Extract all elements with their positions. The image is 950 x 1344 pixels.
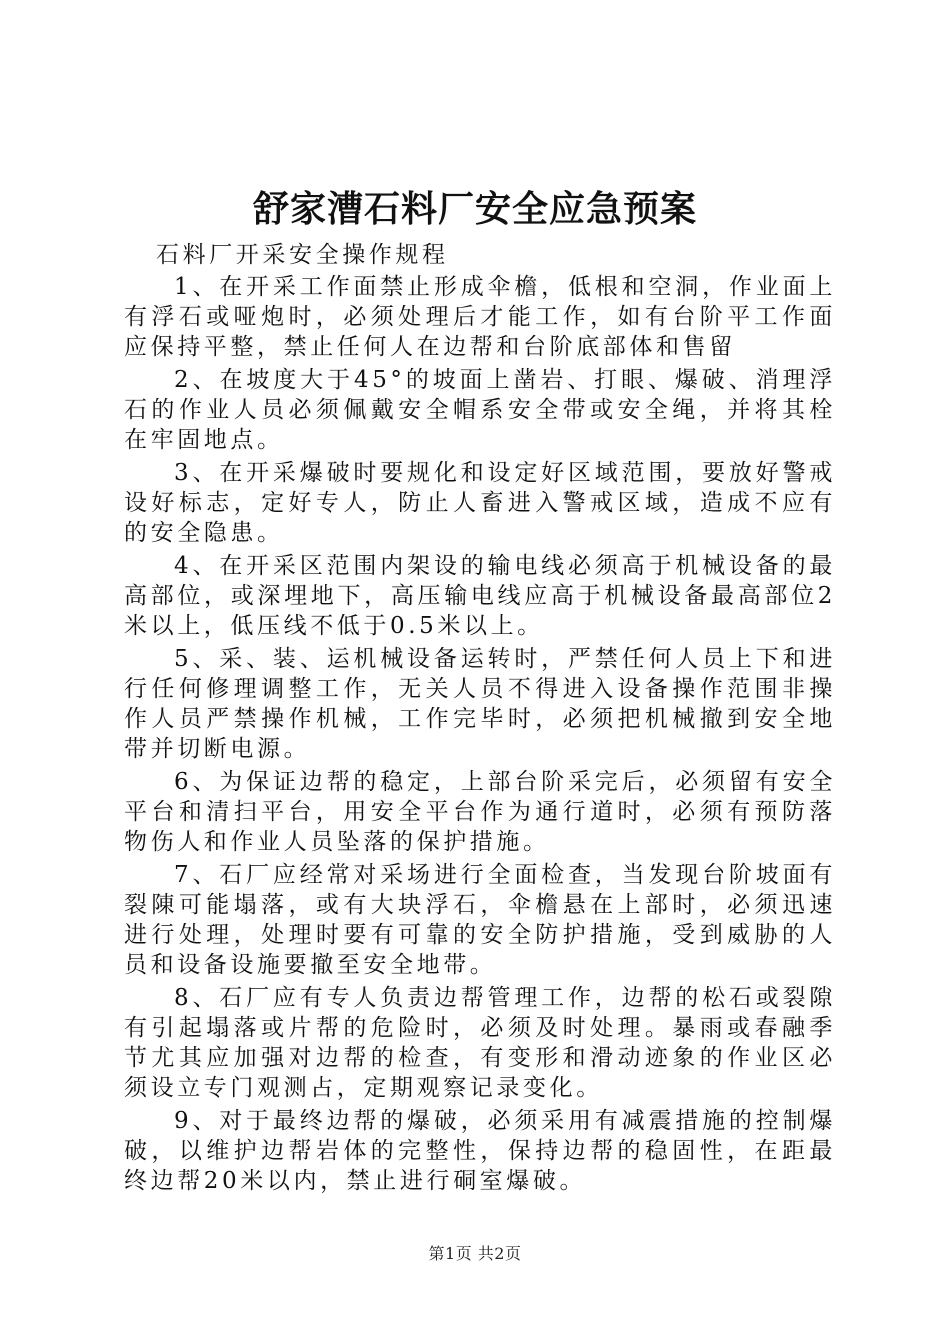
rule-item-3: 3、在开采爆破时要规化和设定好区域范围，要放好警戒设好标志，定好专人，防止人畜进入警戒区域，造成不应有的安全隐患。 xyxy=(124,460,836,546)
document-title: 舒家漕石料厂安全应急预案 xyxy=(252,188,697,230)
rule-item-5: 5、采、装、运机械设备运转时，严禁任何人员上下和进行任何修理调整工作，无关人员不得进入设备操作范围非操作人员严禁操作机械，工作完毕时，必须把机械撤到安全地带并切断电源。 xyxy=(124,646,836,762)
rule-item-7: 7、石厂应经常对采场进行全面检查，当发现台阶坡面有裂陳可能塌落，或有大块浮石，伞檐悬在上部时，必须迅速进行处理，处理时要有可靠的安全防护措施，受到威胁的人员和设备设施要撤至安全地带。 xyxy=(124,862,836,978)
page-footer: 第1页 共2页 xyxy=(428,1244,522,1263)
rule-item-9: 9、对于最终边帮的爆破，必须采用有减震措施的控制爆破，以维护边帮岩体的完整性，保持边帮的稳固性，在距最终边帮20米以内，禁止进行硐室爆破。 xyxy=(124,1108,836,1194)
rule-item-6: 6、为保证边帮的稳定，上部台阶采完后，必须留有安全平台和清扫平台，用安全平台作为通行道时，必须有预防落物伤人和作业人员坠落的保护措施。 xyxy=(124,769,836,855)
rule-item-4: 4、在开采区范围内架设的输电线必须高于机械设备的最高部位，或深埋地下，高压输电线应高于机械设备最高部位2米以上，低压线不低于0.5米以上。 xyxy=(124,553,836,639)
section-subtitle: 石料厂开采安全操作规程 xyxy=(156,242,449,268)
rule-item-2: 2、在坡度大于45°的坡面上凿岩、打眼、爆破、消理浮石的作业人员必须佩戴安全帽系安全带或安全绳，并将其栓在牢固地点。 xyxy=(124,367,836,453)
rule-item-1: 1、在开采工作面禁止形成伞檐，低根和空洞，作业面上有浮石或哑炮时，必须处理后才能工作，如有台阶平工作面应保持平整，禁止任何人在边帮和台阶底部体和售留 xyxy=(124,274,836,360)
rule-item-8: 8、石厂应有专人负责边帮管理工作，边帮的松石或裂隙有引起塌落或片帮的危险时，必须及时处理。暴雨或春融季节尤其应加强对边帮的检查，有变形和滑动迹象的作业区必须设立专门观测占，定期观察记录变化。 xyxy=(124,985,836,1101)
document-body xyxy=(124,240,836,1199)
